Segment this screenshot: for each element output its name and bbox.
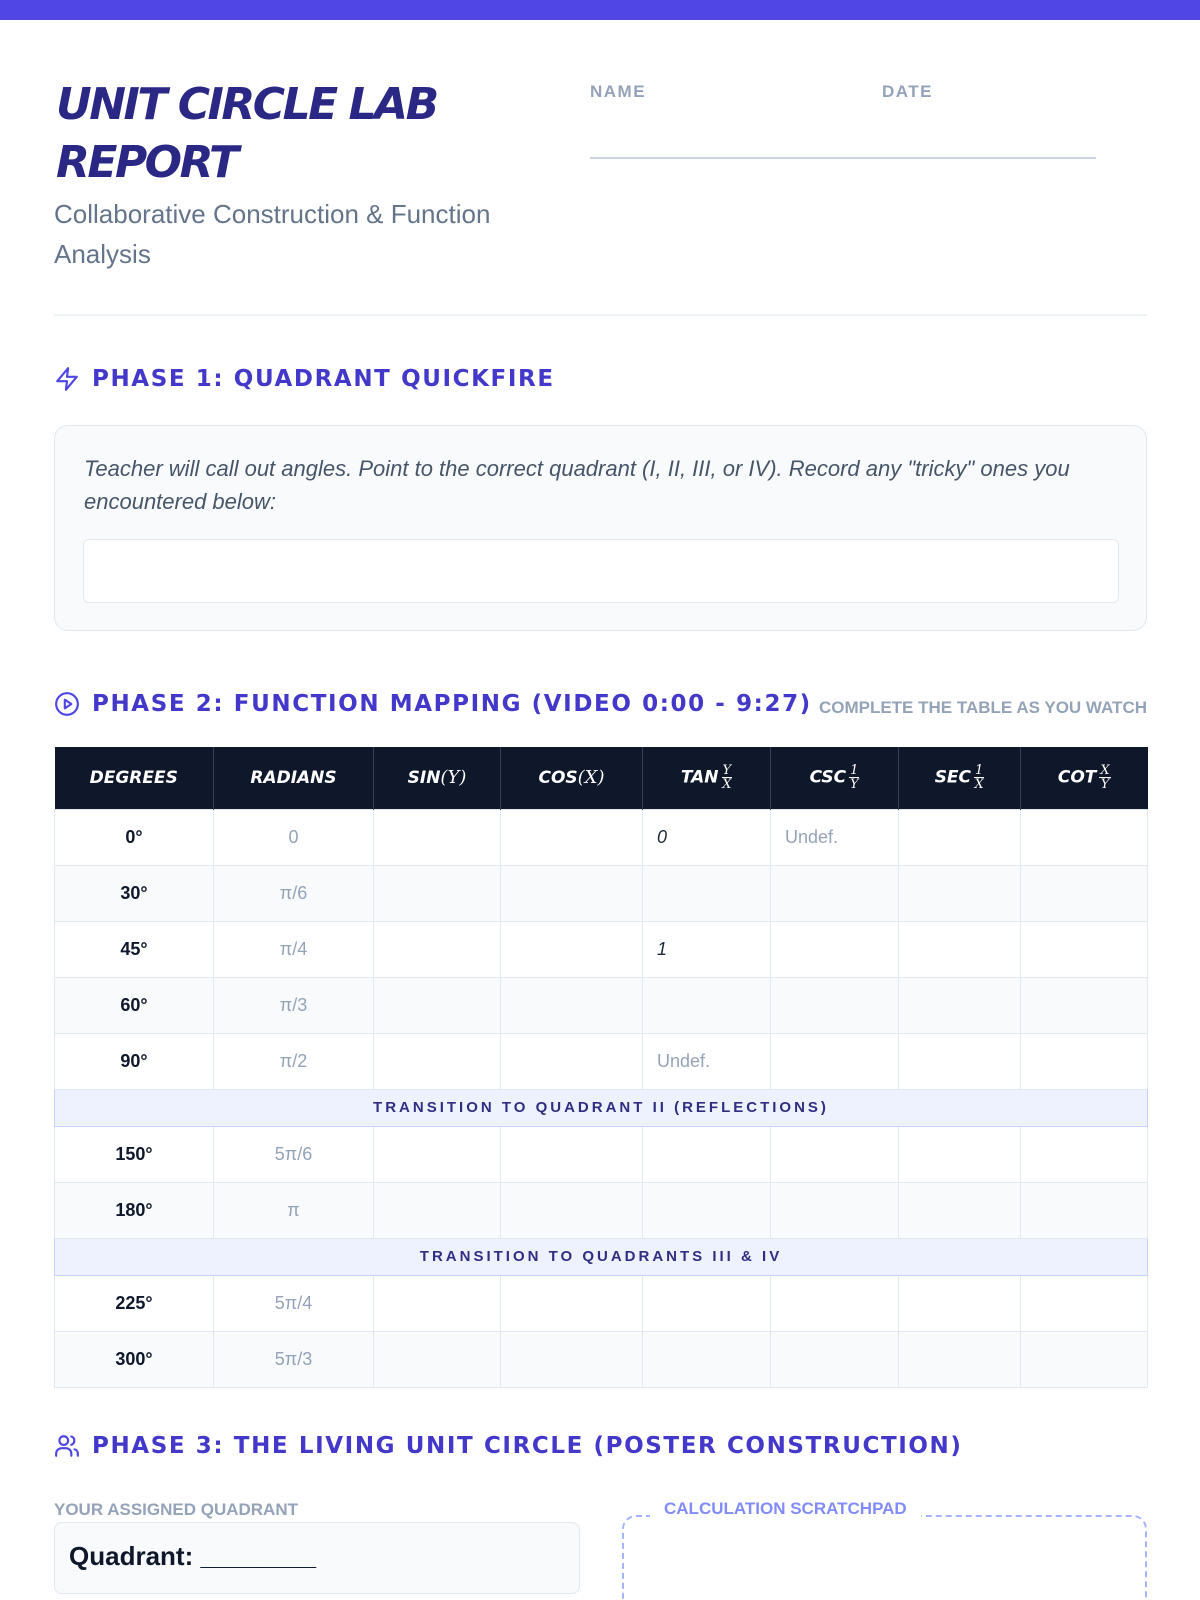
sin-cell[interactable] <box>374 1275 501 1331</box>
sin-cell[interactable] <box>374 1182 501 1238</box>
sin-cell[interactable] <box>374 921 501 977</box>
table-row <box>55 1182 1148 1238</box>
table-row <box>55 1331 1148 1387</box>
csc-cell[interactable] <box>771 1126 899 1182</box>
cos-cell[interactable] <box>501 1182 643 1238</box>
radian-cell: 0 <box>214 809 374 865</box>
cos-cell[interactable] <box>501 809 643 865</box>
name-date-field[interactable] <box>590 157 1096 159</box>
tricky-angles-input[interactable] <box>83 539 1119 603</box>
radian-cell: π <box>214 1182 374 1238</box>
sin-cell[interactable] <box>374 1331 501 1387</box>
lab-report-page <box>54 20 1147 1571</box>
sec-cell[interactable] <box>899 1033 1021 1089</box>
sin-cell[interactable] <box>374 865 501 921</box>
phase2-title: PHASE 2: FUNCTION MAPPING (VIDEO 0:00 - 9:27) <box>92 691 812 717</box>
tan-cell[interactable] <box>643 1331 771 1387</box>
scratchpad-label: CALCULATION SCRATCHPAD <box>650 1499 921 1519</box>
radian-cell: π/6 <box>214 865 374 921</box>
top-accent-bar <box>0 0 1200 20</box>
cot-cell[interactable] <box>1021 1033 1148 1089</box>
radian-cell: 5π/3 <box>214 1331 374 1387</box>
degree-cell: 225° <box>55 1275 214 1331</box>
header-cot: COT $\frac{X}{Y}$ <box>1021 747 1148 809</box>
csc-cell[interactable] <box>771 1182 899 1238</box>
csc-cell[interactable] <box>771 1331 899 1387</box>
quadrant-label: YOUR ASSIGNED QUADRANT <box>54 1500 298 1519</box>
name-label: NAME <box>590 82 647 101</box>
sin-cell[interactable] <box>374 977 501 1033</box>
csc-cell[interactable] <box>771 865 899 921</box>
lightning-icon <box>54 366 80 392</box>
cot-cell[interactable] <box>1021 977 1148 1033</box>
tan-cell[interactable]: 1 <box>643 921 771 977</box>
table-row <box>55 1126 1148 1182</box>
cot-cell[interactable] <box>1021 1275 1148 1331</box>
sin-cell[interactable] <box>374 1033 501 1089</box>
page-title: UNIT CIRCLE LAB REPORT <box>56 79 437 188</box>
tan-cell[interactable] <box>643 865 771 921</box>
tan-cell[interactable]: Undef. <box>643 1033 771 1089</box>
cot-cell[interactable] <box>1021 809 1148 865</box>
play-circle-icon <box>54 691 80 717</box>
phase2-note: COMPLETE THE TABLE AS YOU WATCH <box>818 698 1147 717</box>
header-radians: RADIANS <box>214 747 374 809</box>
phase1-title: PHASE 1: QUADRANT QUICKFIRE <box>92 366 555 392</box>
csc-cell[interactable] <box>771 1033 899 1089</box>
cos-cell[interactable] <box>501 865 643 921</box>
sec-cell[interactable] <box>899 809 1021 865</box>
cos-cell[interactable] <box>501 1126 643 1182</box>
degree-cell: 45° <box>55 921 214 977</box>
radian-cell: 5π/4 <box>214 1275 374 1331</box>
cos-cell[interactable] <box>501 1331 643 1387</box>
tan-cell[interactable]: 0 <box>643 809 771 865</box>
calculation-scratchpad[interactable] <box>622 1499 1147 1600</box>
transition-label: TRANSITION TO QUADRANT II (REFLECTIONS) <box>55 1089 1148 1126</box>
sec-cell[interactable] <box>899 921 1021 977</box>
sec-cell[interactable] <box>899 1126 1021 1182</box>
degree-cell: 180° <box>55 1182 214 1238</box>
quadrant-input[interactable]: Quadrant: ________ <box>54 1522 580 1594</box>
table-row <box>55 809 1148 865</box>
csc-cell[interactable] <box>771 921 899 977</box>
sec-cell[interactable] <box>899 1182 1021 1238</box>
table-row <box>55 921 1148 977</box>
transition-row <box>55 1089 1148 1126</box>
radian-cell: π/3 <box>214 977 374 1033</box>
cot-cell[interactable] <box>1021 865 1148 921</box>
phase1-instructions: Teacher will call out angles. Point to the correct quadrant (I, II, III, or IV). Record any "tricky" ones you encountered below: <box>84 456 1070 514</box>
cos-cell[interactable] <box>501 1033 643 1089</box>
cot-cell[interactable] <box>1021 921 1148 977</box>
sec-cell[interactable] <box>899 1275 1021 1331</box>
transition-row <box>55 1238 1148 1275</box>
header-sec: SEC $\frac{1}{X}$ <box>899 747 1021 809</box>
radian-cell: π/2 <box>214 1033 374 1089</box>
page-subtitle: Collaborative Construction & Function Analysis <box>54 199 491 269</box>
header-cos: COS(X) <box>501 747 643 809</box>
tan-cell[interactable] <box>643 977 771 1033</box>
table-header-row <box>55 747 1148 809</box>
table-row <box>55 865 1148 921</box>
header-tan: TAN $\frac{Y}{X}$ <box>643 747 771 809</box>
sec-cell[interactable] <box>899 865 1021 921</box>
tan-cell[interactable] <box>643 1275 771 1331</box>
degree-cell: 90° <box>55 1033 214 1089</box>
cot-cell[interactable] <box>1021 1126 1148 1182</box>
csc-cell[interactable] <box>771 977 899 1033</box>
date-label: DATE <box>882 82 934 101</box>
sin-cell[interactable] <box>374 1126 501 1182</box>
cos-cell[interactable] <box>501 977 643 1033</box>
table-row <box>55 1275 1148 1331</box>
degree-cell: 150° <box>55 1126 214 1182</box>
header-degrees: DEGREES <box>55 747 214 809</box>
phase1-heading <box>54 366 555 392</box>
table-row <box>55 1033 1148 1089</box>
tan-cell[interactable] <box>643 1182 771 1238</box>
cos-cell[interactable] <box>501 921 643 977</box>
phase1-panel <box>54 425 1147 631</box>
cot-cell[interactable] <box>1021 1331 1148 1387</box>
degree-cell: 60° <box>55 977 214 1033</box>
radian-cell: 5π/6 <box>214 1126 374 1182</box>
transition-label: TRANSITION TO QUADRANTS III & IV <box>55 1238 1148 1275</box>
degree-cell: 300° <box>55 1331 214 1387</box>
sec-cell[interactable] <box>899 977 1021 1033</box>
sin-cell[interactable] <box>374 809 501 865</box>
cos-cell[interactable] <box>501 1275 643 1331</box>
sec-cell[interactable] <box>899 1331 1021 1387</box>
phase2-heading <box>54 691 812 717</box>
header-csc: CSC $\frac{1}{Y}$ <box>771 747 899 809</box>
cot-cell[interactable] <box>1021 1182 1148 1238</box>
users-icon <box>54 1433 80 1459</box>
csc-cell[interactable]: Undef. <box>771 809 899 865</box>
radian-cell: π/4 <box>214 921 374 977</box>
header-sin: SIN(Y) <box>374 747 501 809</box>
csc-cell[interactable] <box>771 1275 899 1331</box>
degree-cell: 0° <box>55 809 214 865</box>
function-table <box>54 747 1148 1388</box>
tan-cell[interactable] <box>643 1126 771 1182</box>
phase3-title: PHASE 3: THE LIVING UNIT CIRCLE (POSTER CONSTRUCTION) <box>92 1433 963 1459</box>
report-header <box>54 20 1147 316</box>
degree-cell: 30° <box>55 865 214 921</box>
table-row <box>55 977 1148 1033</box>
phase3-heading <box>54 1433 963 1459</box>
